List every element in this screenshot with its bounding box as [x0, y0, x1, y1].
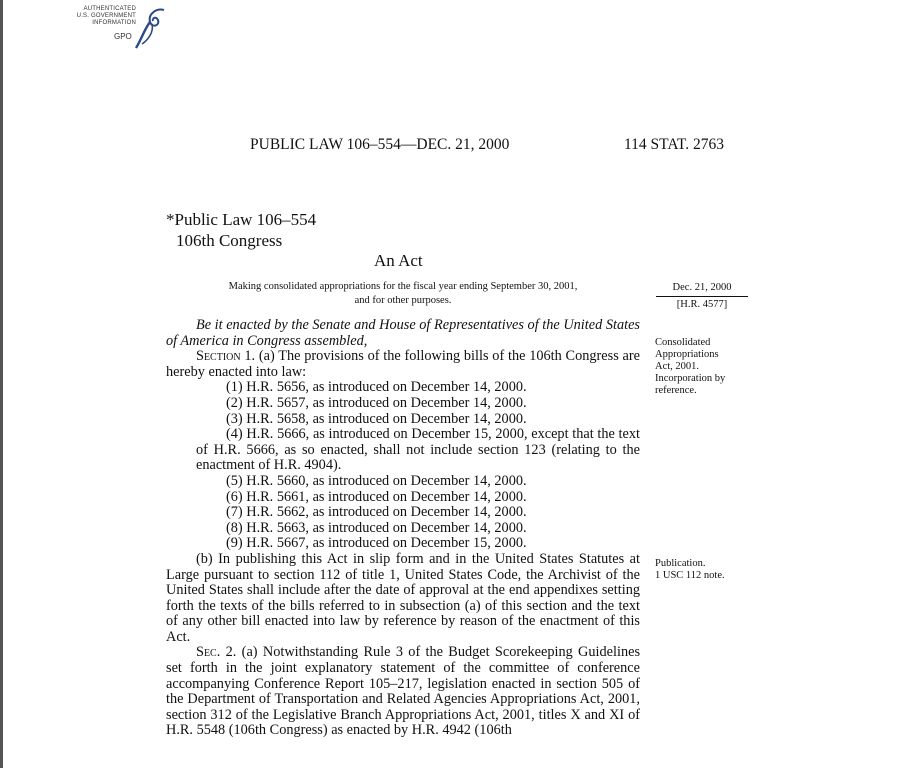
list-item: (5) H.R. 5660, as introduced on December 14, 2000.: [226, 472, 527, 489]
enactment-date-box: [656, 280, 748, 312]
enacting-clause: Be it enacted by the Senate and House of Representatives of the United States of America in Congress assembled,: [166, 317, 640, 349]
running-head: PUBLIC LAW 106–554—DEC. 21, 2000: [250, 136, 510, 153]
list-item: (3) H.R. 5658, as introduced on December 14, 2000.: [226, 410, 527, 427]
list-item: (1) H.R. 5656, as introduced on December 14, 2000.: [226, 379, 527, 396]
purpose-line: and for other purposes.: [354, 295, 452, 306]
margin-note-line: Act, 2001.: [655, 361, 700, 372]
congress-label: 106th Congress: [176, 231, 283, 250]
section-2-a: [166, 645, 640, 739]
section-2-label: Sec. 2.: [196, 644, 237, 661]
section-2-a-text: (a) Notwithstanding Rule 3 of the Budget Scorekeeping Guidelines set forth in the joint explanatory statement of the committee of conference accompanying Conference Report 105–217, legislation enacted in section 505 of the Department of Transportation and Related Agencies Appropriations Act, 2001, section 312 of the Legislative Branch Appropriations Act, 2001, titles X and XI of H.R. 5548 (106th Congress) as enacted by H.R. 4942 (106th: [166, 644, 641, 739]
list-item: (2) H.R. 5657, as introduced on December 14, 2000.: [226, 394, 527, 411]
logo-text-line: INFORMATION: [92, 20, 136, 26]
eagle-icon: [134, 6, 168, 52]
list-item: (9) H.R. 5667, as introduced on December 15, 2000.: [226, 535, 527, 552]
margin-note-consolidated: [655, 337, 755, 397]
section-1-a-text: (a) The provisions of the following bills of the 106th Congress are hereby enacted into law:: [166, 348, 640, 380]
margin-note-line: Consolidated: [655, 337, 711, 348]
list-item: (6) H.R. 5661, as introduced on December 14, 2000.: [226, 488, 527, 505]
section-1-b: (b) In publishing this Act in slip form and in the United States Statutes at Large pursuant to section 112 of title 1, United States Code, the Archivist of the United States shall include after the date of approval at the end appendixes setting forth the texts of the bills referred to in subsection (a) of this section and the text of any other bill enacted into law by reference by reason of the enactment of this Act.: [166, 550, 640, 645]
page-left-border: [0, 0, 3, 768]
section-1-label: Section 1.: [196, 348, 256, 365]
logo-gpo-text: GPO: [114, 32, 132, 41]
bill-number: [H.R. 4577]: [676, 299, 728, 310]
margin-note-line: Publication.: [655, 558, 706, 569]
margin-note-line: 1 USC 112 note.: [655, 570, 725, 581]
statute-page-number: 114 STAT. 2763: [624, 136, 724, 153]
enactment-date: Dec. 21, 2000: [656, 280, 748, 297]
margin-note-line: Appropriations: [655, 349, 719, 360]
public-law-number: *Public Law 106–554: [166, 210, 317, 229]
list-item: (8) H.R. 5663, as introduced on December 14, 2000.: [226, 519, 527, 536]
margin-note-publication: [655, 558, 755, 582]
margin-note-line: Incorporation by: [655, 373, 726, 384]
logo-text-line: AUTHENTICATED: [83, 6, 136, 12]
act-purpose: [170, 280, 636, 308]
list-item: (7) H.R. 5662, as introduced on December 14, 2000.: [226, 504, 527, 521]
list-item: (4) H.R. 5666, as introduced on December 15, 2000, except that the text of H.R. 5666, as so enacted, shall not include section 123 (relating to the enactment of H.R. 4904).: [196, 426, 640, 474]
section-1-a: [166, 349, 640, 380]
logo-text-line: U.S. GOVERNMENT: [76, 13, 136, 19]
act-heading: An Act: [374, 251, 423, 270]
purpose-line: Making consolidated appropriations for the fiscal year ending September 30, 2001,: [228, 281, 578, 292]
gpo-authentication-logo: [66, 6, 176, 52]
margin-note-line: reference.: [655, 385, 697, 396]
act-body-text: [166, 318, 640, 739]
